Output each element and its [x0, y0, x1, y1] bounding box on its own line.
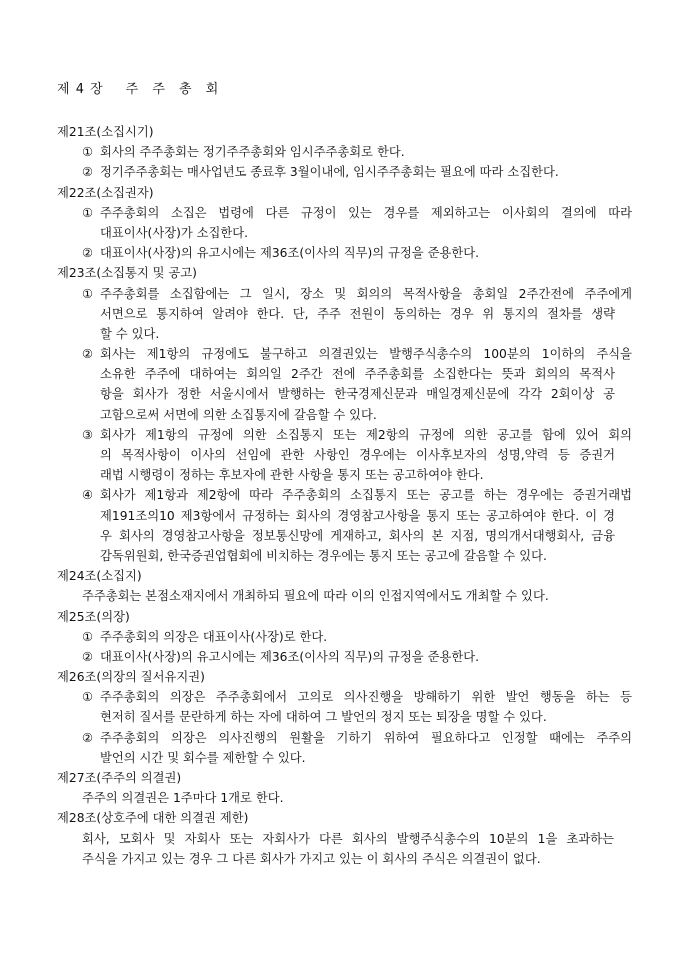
- item-continuation: [0, 445, 680, 465]
- article-heading: 제23조(소집통지 및 공고): [57, 266, 197, 281]
- article-heading: 제28조(상호주에 대한 의결권 제한): [57, 811, 249, 826]
- article: [0, 808, 680, 869]
- item-text: 회사가 제1항의 규정에 의한 소집통지 또는 제2항의 규정에 의한 공고를 함에 있어 회의: [100, 427, 632, 442]
- chapter-heading: [57, 78, 223, 97]
- item-continuation: [0, 223, 680, 243]
- item-continuation: [0, 364, 680, 384]
- item-text: 서면으로 통지하여 알려야 한다. 단, 주주 전원이 동의하는 경우 위 통지의 절차를 생략: [100, 306, 615, 321]
- item-number: ①: [82, 629, 94, 644]
- article-item: [0, 425, 680, 445]
- item-text: 정기주주총회는 매사업년도 종료후 3월이내에, 임시주주총회는 필요에 따라 소집한다.: [100, 165, 559, 180]
- paragraph-text: 주식을 가지고 있는 경우 그 다른 회사가 가지고 있는 이 회사의 주식은 의결권이 없다.: [82, 851, 541, 866]
- article: [0, 122, 680, 183]
- item-text: 대표이사(사장)가 소집한다.: [100, 225, 249, 240]
- item-continuation: [0, 384, 680, 404]
- item-number: ②: [82, 246, 94, 261]
- article-item: [0, 627, 680, 647]
- item-text: 소유한 주주에 대하여는 회의일 2주간 전에 주주총회를 소집한다는 뜻과 회의의 목적사: [100, 367, 615, 382]
- item-text: 대표이사(사장)의 유고시에는 제36조(이사의 직무)의 규정을 준용한다.: [100, 246, 480, 261]
- paragraph-text: 주주의 의결권은 1주마다 1개로 한다.: [82, 791, 284, 806]
- article-heading: 제26조(의장의 질서유지권): [57, 670, 205, 685]
- article: [0, 768, 680, 808]
- item-number: ②: [82, 165, 94, 180]
- article-item: [0, 485, 680, 505]
- item-text: 발언의 시간 및 회수를 제한할 수 있다.: [100, 750, 306, 765]
- article: [0, 263, 680, 566]
- article-item: [0, 728, 680, 748]
- item-continuation: [0, 405, 680, 425]
- article-paragraph: [0, 788, 680, 808]
- article-item: [0, 203, 680, 223]
- item-number: ②: [82, 730, 94, 745]
- item-number: ③: [82, 427, 94, 442]
- article-heading: 제25조(의장): [57, 609, 130, 624]
- item-number: ②: [82, 649, 94, 664]
- item-text: 고함으로써 서면에 의한 소집통지에 갈음할 수 있다.: [100, 407, 377, 422]
- item-text: 주주총회를 소집함에는 그 일시, 장소 및 회의의 목적사항을 총회일 2주간전에 주주에게: [100, 286, 632, 301]
- item-text: 주주총회의 의장은 대표이사(사장)로 한다.: [100, 629, 328, 644]
- item-continuation: [0, 707, 680, 727]
- article-item: [0, 284, 680, 304]
- article: [0, 667, 680, 768]
- chapter-title: 주 주 총 회: [125, 82, 224, 97]
- item-continuation: [0, 465, 680, 485]
- chapter-number: 제 4 장: [57, 82, 104, 97]
- item-text: 주주총회의 의장은 의사진행의 원활을 기하기 위하여 필요하다고 인정할 때에는 주주의: [100, 730, 632, 745]
- item-continuation: [0, 506, 680, 526]
- article-heading: 제22조(소집권자): [57, 185, 154, 200]
- item-number: ②: [82, 347, 94, 362]
- item-text: 현저히 질서를 문란하게 하는 자에 대하여 그 발언의 정지 또는 퇴장을 명할 수 있다.: [100, 710, 547, 725]
- item-text: 대표이사(사장)의 유고시에는 제36조(이사의 직무)의 규정을 준용한다.: [100, 649, 480, 664]
- item-number: ①: [82, 205, 94, 220]
- item-continuation: [0, 546, 680, 566]
- item-continuation: [0, 748, 680, 768]
- item-text: 래법 시행령이 정하는 후보자에 관한 사항을 통지 또는 공고하여야 한다.: [100, 468, 484, 483]
- article-item: [0, 142, 680, 162]
- item-number: ①: [82, 286, 94, 301]
- item-text: 회사는 제1항의 규정에도 불구하고 의결권있는 발행주식총수의 100분의 1이하의 주식을: [100, 347, 632, 362]
- article-paragraph: [0, 849, 680, 869]
- article-item: [0, 243, 680, 263]
- paragraph-text: 주주총회는 본점소재지에서 개최하되 필요에 따라 이의 인접지역에서도 개최할 수 있다.: [82, 589, 549, 604]
- item-continuation: [0, 526, 680, 546]
- article: [0, 183, 680, 264]
- item-text: 우 회사의 경영참고사항을 정보통신망에 게재하고, 회사의 본 지점, 명의개서대행회사, 금융: [100, 528, 615, 543]
- item-number: ①: [82, 145, 94, 160]
- item-number: ①: [82, 690, 94, 705]
- item-text: 감독위원회, 한국증권업협회에 비치하는 경우에는 통지 또는 공고에 갈음할 수 있다.: [100, 548, 547, 563]
- item-text: 할 수 있다.: [100, 326, 160, 341]
- item-text: 회사의 주주총회는 정기주주총회와 임시주주총회로 한다.: [100, 145, 405, 160]
- article: [0, 607, 680, 668]
- item-continuation: [0, 324, 680, 344]
- item-text: 의 목적사항이 이사의 선임에 관한 사항인 경우에는 이사후보자의 성명,약력 등 증권거: [100, 448, 615, 462]
- article: [0, 566, 680, 606]
- article-item: [0, 647, 680, 667]
- item-text: 주주총회의 소집은 법령에 다른 규정이 있는 경우를 제외하고는 이사회의 결의에 따라: [100, 205, 632, 220]
- article-heading: 제27조(주주의 의결권): [57, 771, 182, 785]
- article-item: [0, 687, 680, 707]
- articles-body: [0, 122, 680, 869]
- item-text: 주주총회의 의장은 주주총회에서 고의로 의사진행을 방해하기 위한 발언 행동을 하는 등: [100, 690, 632, 705]
- item-number: ④: [82, 488, 94, 503]
- article-paragraph: [0, 829, 680, 849]
- article-item: [0, 162, 680, 182]
- article-heading: 제24조(소집지): [57, 569, 142, 584]
- article-heading: 제21조(소집시기): [57, 125, 154, 139]
- item-text: 회사가 제1항과 제2항에 따라 주주총회의 소집통지 또는 공고를 하는 경우에는 증권거래법: [100, 488, 632, 503]
- paragraph-text: 회사, 모회사 및 자회사 또는 자회사가 다른 회사의 발행주식총수의 10분의 1을 초과하는: [82, 831, 614, 846]
- item-continuation: [0, 304, 680, 324]
- article-paragraph: [0, 586, 680, 606]
- item-text: 항을 회사가 정한 서울시에서 발행하는 한국경제신문과 매일경제신문에 각각 2회이상 공: [100, 387, 615, 402]
- article-item: [0, 344, 680, 364]
- item-text: 제191조의10 제3항에서 규정하는 회사의 경영참고사항을 통지 또는 공고하여야 한다. 이 경: [100, 508, 615, 523]
